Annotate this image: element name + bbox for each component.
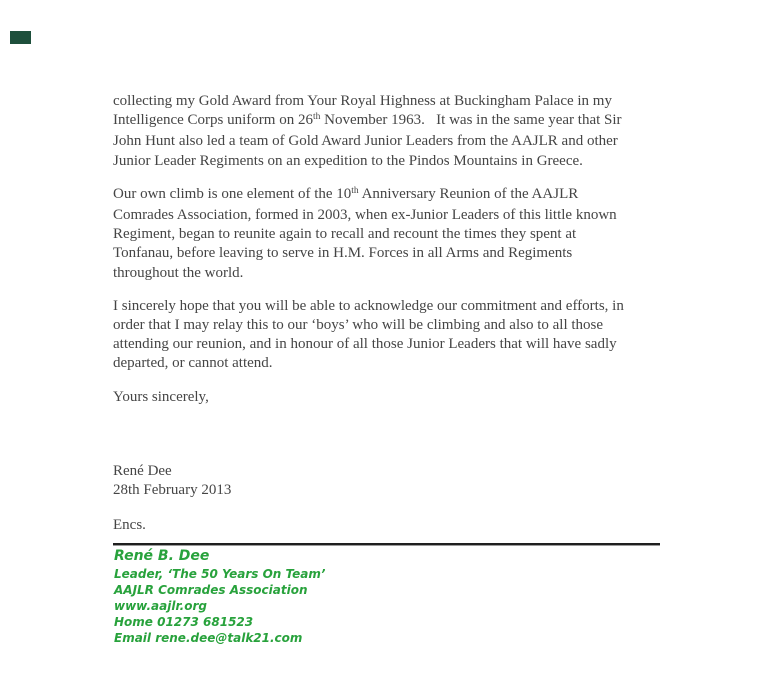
text-run: throughout the world. [113,264,244,281]
text-run: John Hunt also led a team of Gold Award Junior Leaders from the AAJLR and other [113,133,618,150]
letter-line [113,185,673,206]
text-run: Anniversary Reunion of the AAJLR [358,185,579,202]
signature-line: Home 01273 681523 [114,615,254,629]
enclosures-note: Encs. [113,517,146,534]
letter-paragraph [113,92,673,171]
signature-line: Leader, ‘The 50 Years On Team’ [114,567,326,581]
text-run: Comrades Association, formed in 2003, when ex-Junior Leaders of this little known [113,207,617,224]
letter-line [113,297,673,316]
text-run: I sincerely hope that you will be able to acknowledge our commitment and efforts, in [113,297,624,314]
text-run: departed, or cannot attend. [113,355,273,372]
letter-line [113,92,673,111]
letter-line [113,132,673,151]
letter-line [113,111,673,132]
letter-line [113,335,673,354]
letter-paragraph [113,297,673,374]
sender-name: René Dee [113,462,172,479]
letter-paragraph [113,185,673,283]
signature-block [114,547,325,646]
closing-text: Yours sincerely, [113,388,209,405]
letter-line [113,244,673,263]
signature-line: AAJLR Comrades Association [114,583,308,597]
text-run: Tonfanau, before leaving to serve in H.M. Forces in all Arms and Regiments [113,245,573,262]
text-run: collecting my Gold Award from Your Royal Highness at Buckingham Palace in my [113,93,612,109]
text-run: Regiment, began to reunite again to recall and recount the times they spent at [113,226,577,243]
letter-line [113,225,673,244]
superscript-text: th [351,185,359,196]
signature-line: Email rene.dee@talk21.com [114,631,303,645]
text-run: attending our reunion, and in honour of all those Junior Leaders that will have sadly [113,336,617,353]
signature-name: René B. Dee [114,548,210,564]
text-run: Our own climb is one element of the 10 [113,185,352,202]
letter-line [113,316,673,335]
corner-mark [10,31,31,44]
signature-divider [113,543,660,546]
letter-date: 28th February 2013 [113,482,232,499]
letter-line [113,354,673,373]
text-run: Intelligence Corps uniform on 26 [113,112,313,129]
text-run: order that I may relay this to our ‘boys’ who will be climbing and also to all those [113,317,604,334]
letter-line [113,152,673,171]
letter-paragraphs [113,92,673,374]
signature-lines [114,566,325,646]
letter-line [113,206,673,225]
text-run: Junior Leader Regiments on an expedition to the Pindos Mountains in Greece. [113,152,583,169]
letter-body [113,92,673,535]
text-run: November 1963. It was in the same year that Sir [320,112,622,129]
letter-line [113,264,673,283]
signature-line: www.aajlr.org [114,599,207,613]
superscript-text: th [312,112,321,123]
